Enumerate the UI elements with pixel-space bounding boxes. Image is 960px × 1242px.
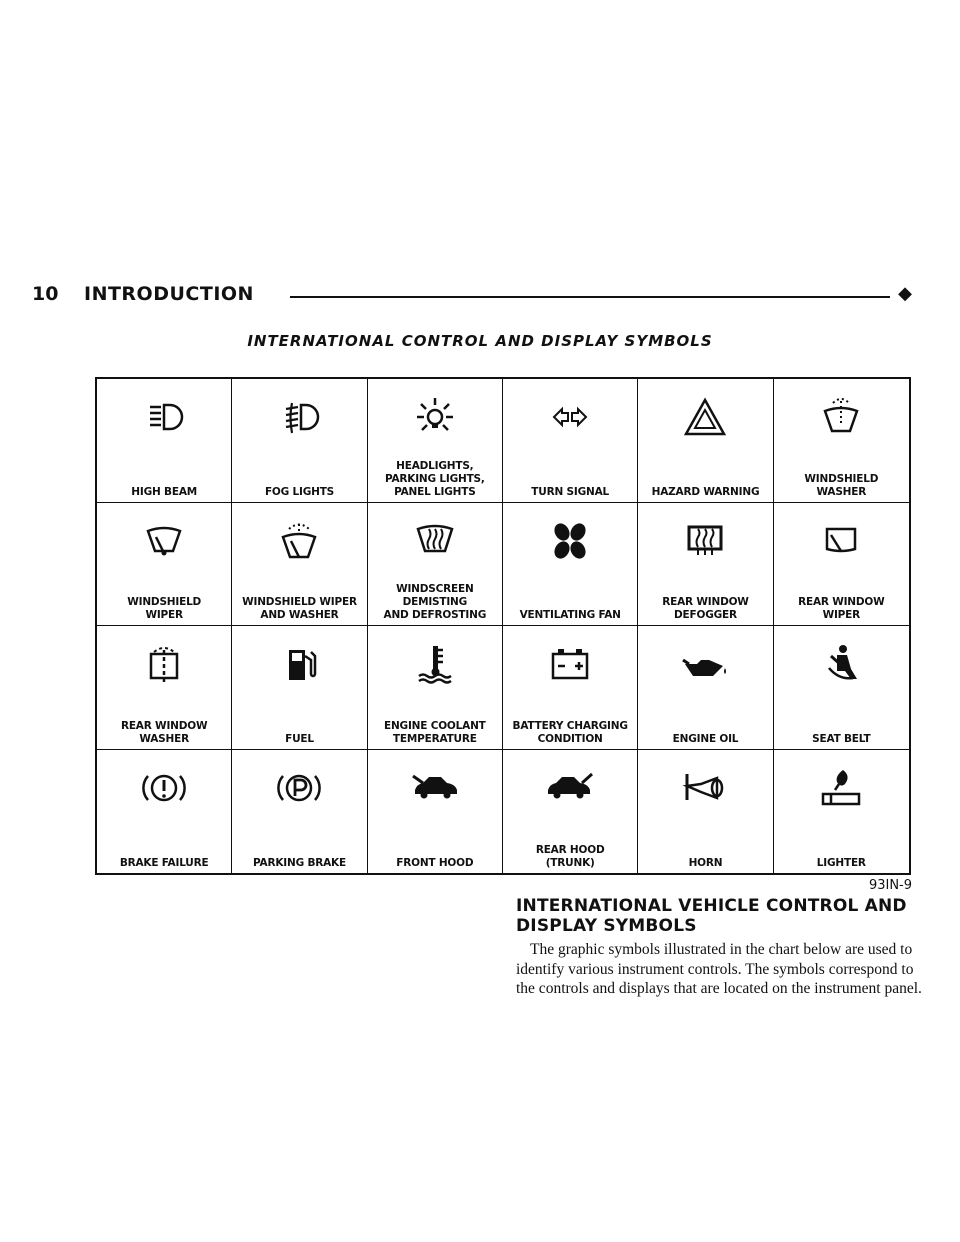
symbol-label: WINDSHIELD WIPER AND WASHER xyxy=(242,596,357,621)
symbol-label: WINDSHIELD WIPER xyxy=(127,596,202,621)
symbol-cell xyxy=(368,750,503,874)
symbol-cell xyxy=(232,503,367,627)
symbol-label: WINDSHIELD WASHER xyxy=(804,472,879,498)
lighter-icon xyxy=(811,766,871,810)
symbol-cell xyxy=(774,750,909,874)
windshield-wiper-washer-icon xyxy=(269,519,329,563)
symbol-label: PARKING BRAKE xyxy=(253,857,346,869)
symbol-label: REAR WINDOW DEFOGGER xyxy=(662,596,749,621)
symbol-cell xyxy=(368,626,503,750)
symbol-cell xyxy=(97,750,232,874)
symbol-cell xyxy=(638,379,773,503)
rear-window-defogger-icon xyxy=(675,519,735,563)
symbol-label: HIGH BEAM xyxy=(131,485,198,498)
ventilating-fan-icon xyxy=(540,519,600,563)
symbol-label: REAR WINDOW WIPER xyxy=(798,596,885,621)
brake-failure-icon xyxy=(134,766,194,810)
symbol-cell xyxy=(97,503,232,627)
section-heading: INTERNATIONAL VEHICLE CONTROL AND DISPLAY SYMBOLS xyxy=(516,896,907,936)
symbol-label: SEAT BELT xyxy=(812,732,871,745)
symbol-cell xyxy=(774,503,909,627)
symbol-cell xyxy=(368,379,503,503)
symbol-cell xyxy=(503,750,638,874)
symbol-cell xyxy=(232,750,367,874)
headlights-icon xyxy=(405,395,465,439)
symbol-cell xyxy=(638,626,773,750)
header-rule xyxy=(290,296,890,298)
symbol-label: FRONT HOOD xyxy=(396,857,474,869)
symbol-cell xyxy=(774,379,909,503)
symbol-label: ENGINE OIL xyxy=(672,732,739,745)
symbol-label: BRAKE FAILURE xyxy=(119,857,209,869)
page-header xyxy=(32,283,912,313)
symbol-label: HORN xyxy=(688,857,723,869)
symbol-cell xyxy=(503,626,638,750)
symbol-label: HEADLIGHTS, PARKING LIGHTS, PANEL LIGHTS xyxy=(384,459,485,498)
battery-icon xyxy=(540,642,600,686)
fog-lights-icon xyxy=(269,395,329,439)
windscreen-defrost-icon xyxy=(405,519,465,563)
symbol-label: TURN SIGNAL xyxy=(531,485,610,498)
symbol-label: WINDSCREEN DEMISTING AND DEFROSTING xyxy=(383,583,487,621)
fuel-icon xyxy=(269,642,329,686)
rear-window-washer-icon xyxy=(134,642,194,686)
windshield-wiper-icon xyxy=(134,519,194,563)
section-body-text: The graphic symbols illustrated in the chart below are used to identify various instrument controls. The symbols correspond to the controls and displays that are located on the instrument panel. xyxy=(516,941,922,997)
symbol-cell xyxy=(97,379,232,503)
symbol-grid xyxy=(95,377,911,875)
symbol-label: ENGINE COOLANT TEMPERATURE xyxy=(384,719,486,745)
symbol-label: REAR WINDOW WASHER xyxy=(120,719,208,745)
symbol-label: LIGHTER xyxy=(816,857,866,869)
engine-coolant-icon xyxy=(405,642,465,686)
engine-oil-icon xyxy=(675,642,735,686)
section-title: INTRODUCTION xyxy=(84,283,254,305)
parking-brake-icon xyxy=(269,766,329,810)
symbol-label: REAR HOOD (TRUNK) xyxy=(535,844,605,869)
front-hood-icon xyxy=(405,766,465,810)
symbol-cell xyxy=(503,503,638,627)
symbol-label: FOG LIGHTS xyxy=(264,485,335,498)
symbol-cell xyxy=(638,503,773,627)
rear-hood-icon xyxy=(540,766,600,810)
rear-window-wiper-icon xyxy=(811,519,871,563)
hazard-warning-icon xyxy=(675,395,735,439)
windshield-washer-icon xyxy=(811,395,871,439)
symbol-cell xyxy=(232,379,367,503)
symbol-cell xyxy=(368,503,503,627)
figure-reference: 93IN-9 xyxy=(868,878,912,893)
turn-signal-icon xyxy=(540,395,600,439)
high-beam-icon xyxy=(134,395,194,439)
chart-title: INTERNATIONAL CONTROL AND DISPLAY SYMBOLS xyxy=(247,332,713,350)
symbol-cell xyxy=(503,379,638,503)
diamond-marker-icon: ◆ xyxy=(898,283,912,303)
symbol-label: BATTERY CHARGING CONDITION xyxy=(512,719,628,745)
symbol-cell xyxy=(97,626,232,750)
symbol-label: HAZARD WARNING xyxy=(651,485,760,498)
symbol-cell xyxy=(638,750,773,874)
horn-icon xyxy=(675,766,735,810)
symbol-cell xyxy=(774,626,909,750)
symbol-label: VENTILATING FAN xyxy=(519,609,621,621)
symbol-label: FUEL xyxy=(285,732,314,745)
page-number: 10 xyxy=(32,283,59,305)
symbol-cell xyxy=(232,626,367,750)
seat-belt-icon xyxy=(811,642,871,686)
